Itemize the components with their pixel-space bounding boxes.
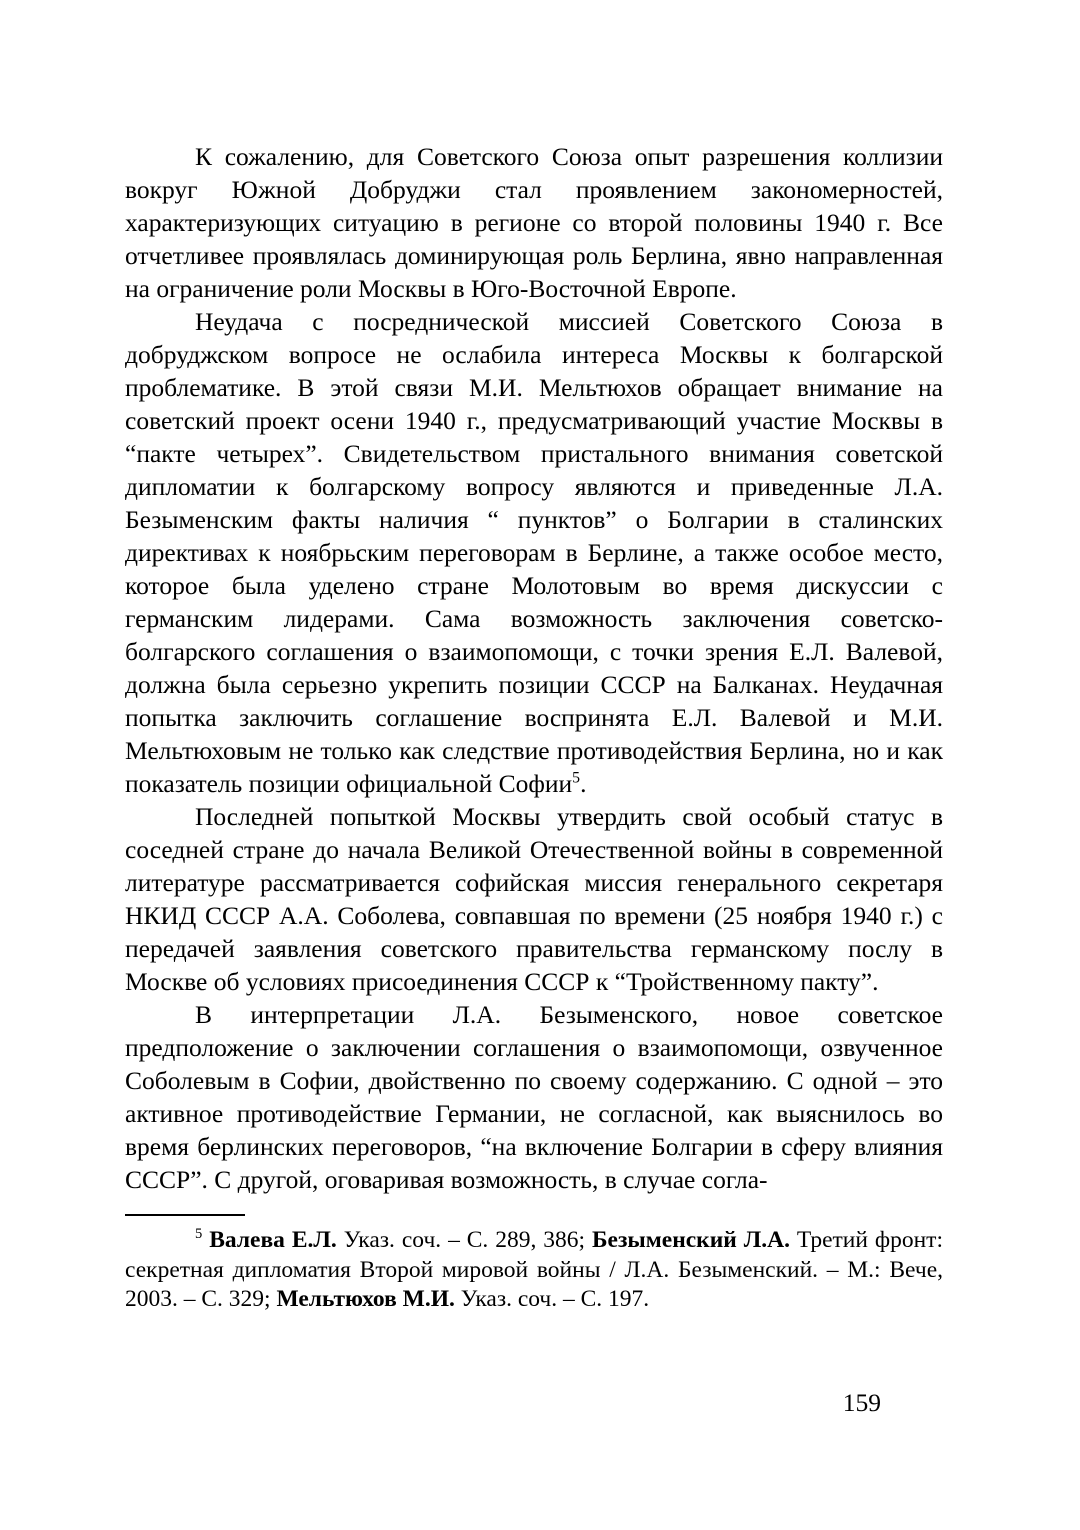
footnote-text-segment-3: Указ. соч. – С. 197. xyxy=(454,1286,650,1312)
footnote-reference-5: 5 xyxy=(572,769,581,787)
footnote-author-1: Валева Е.Л. xyxy=(202,1227,337,1253)
paragraph-2 xyxy=(125,305,943,800)
footnote-separator xyxy=(125,1214,245,1216)
footnote-text-segment-1: Указ. соч. – С. 289, 386; xyxy=(336,1227,592,1253)
footnote-author-2: Безыменский Л.А. xyxy=(592,1227,790,1253)
page-number: 159 xyxy=(842,1388,881,1417)
paragraph-4: В интерпретации Л.А. Безыменского, новое советское предположение о заключении соглашения о взаимопомощи, озвученное Соболевым в Софии, двойственно по своему содержанию. С одной – это активное противодействие Германии, не согласной, как выяснилось во время берлинских переговоров, “на включение Болгарии в сферу влияния СССР”. С другой, оговаривая возможность, в случае согла- xyxy=(125,1000,943,1194)
paragraph-1: К сожалению, для Советского Союза опыт разрешения коллизии вокруг Южной Добруджи стал проявлением закономерностей, характеризующих ситуацию в регионе со второй половины 1940 г. Все отчетливее проявлялась доминирующая роль Берлина, явно направленная на ограничение роли Москвы в Юго-Восточной Европе. xyxy=(125,142,943,303)
text-block xyxy=(125,140,943,1315)
footnote-marker: 5 xyxy=(195,1226,203,1243)
footnote-text-segment-2: Третий фронт: секретная дипломатия Второй мировой войны / Л.А. Безыменский. – М.: Вече, 2003. – С. 329; xyxy=(125,1227,943,1312)
paragraph-3: Последней попыткой Москвы утвердить свой особый статус в соседней стране до начала Великой Отечественной войны в современной литературе рассматривается софийская миссия генерального секретаря НКИД СССР А.А. Соболева, совпавшая по времени (25 ноября 1940 г.) с передачей заявления советского правительства германскому послу в Москве об условиях присоединения СССР к “Тройственному пакту”. xyxy=(125,802,943,996)
paragraph-2-text: Неудача с посреднической миссией Советского Союза в добруджском вопросе не ослабила интереса Москвы к болгарской проблематике. В этой связи М.И. Мельтюхов обращает внимание на советский проект осени 1940 г., предусматривающий участие Москвы в “пакте четырех”. Свидетельством пристального внимания советской дипломатии к болгарскому вопросу являются и приведенные Л.А. Безыменским факты наличия “ пунктов” о Болгарии в сталинских директивах к ноябрьским переговорам в Берлине, а также особое место, которое была уделено стране Молотовым во время дискуссии с германским лидерами. Сама возможность заключения советско-болгарского соглашения о взаимопомощи, с точки зрения Е.Л. Валевой, должна была серьезно укрепить позиции СССР на Балканах. Неудачная попытка заключить соглашение воспринята Е.Л. Валевой и М.И. Мельтюховым не только как следствие противодействия Берлина, но и как показатель позиции официальной Софии xyxy=(125,307,943,798)
paragraph-2-text-end: . xyxy=(580,769,587,798)
footnote xyxy=(125,1226,943,1315)
footnote-author-3: Мельтюхов М.И. xyxy=(276,1286,455,1312)
